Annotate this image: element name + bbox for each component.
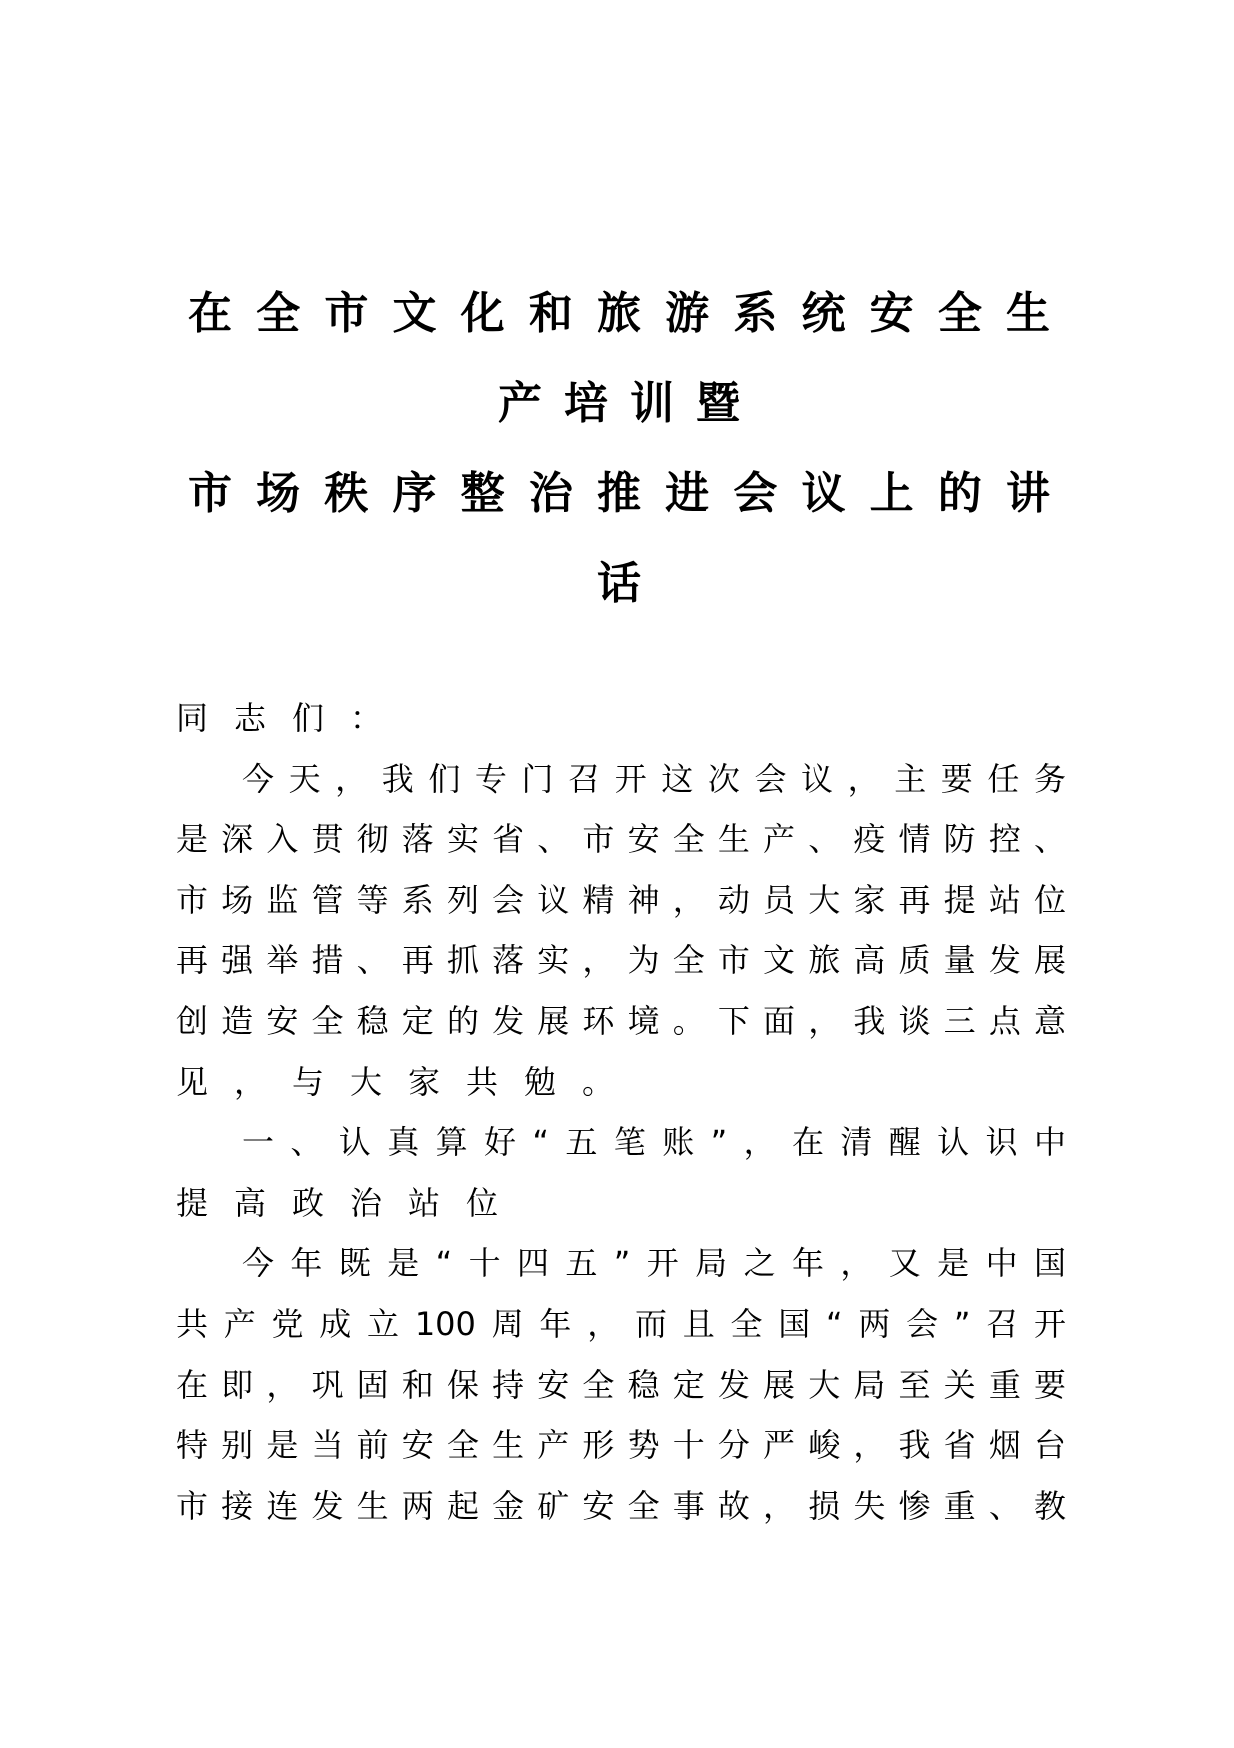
salutation: 同志们： xyxy=(176,699,409,737)
document-body xyxy=(176,688,1066,1536)
body-line: 见，与大家共勉。 xyxy=(176,1062,641,1101)
section-heading: 提高政治站位 xyxy=(176,1183,525,1222)
body-line: 再强举措、再抓落实，为全市文旅高质量发展 xyxy=(176,941,1066,980)
body-line: 今年既是“十四五”开局之年，又是中国 xyxy=(242,1244,1066,1283)
body-line: 是深入贯彻落实省、市安全生产、疫情防控、 xyxy=(176,820,1066,859)
document-title xyxy=(188,269,1050,629)
title-line: 产培训暨 xyxy=(498,378,762,429)
section-heading: 一、认真算好“五笔账”，在清醒认识中 xyxy=(242,1123,1066,1162)
body-line: 今天，我们专门召开这次会议，主要任务 xyxy=(242,759,1066,798)
body-line: 在即，巩固和保持安全稳定发展大局至关重要 xyxy=(176,1365,1066,1404)
title-line: 市场秩序整治推进会议上的讲 xyxy=(188,468,1050,519)
title-line: 在全市文化和旅游系统安全生 xyxy=(188,288,1050,339)
body-line: 创造安全稳定的发展环境。下面，我谈三点意 xyxy=(176,1001,1066,1040)
body-line: 市场监管等系列会议精神，动员大家再提站位 xyxy=(176,880,1066,919)
body-line: 市接连发生两起金矿安全事故，损失惨重、教 xyxy=(176,1486,1066,1525)
title-line: 话 xyxy=(597,558,663,609)
body-line: 共产党成立100周年，而且全国“两会”召开 xyxy=(176,1304,1066,1343)
body-line: 特别是当前安全生产形势十分严峻，我省烟台 xyxy=(176,1426,1066,1465)
